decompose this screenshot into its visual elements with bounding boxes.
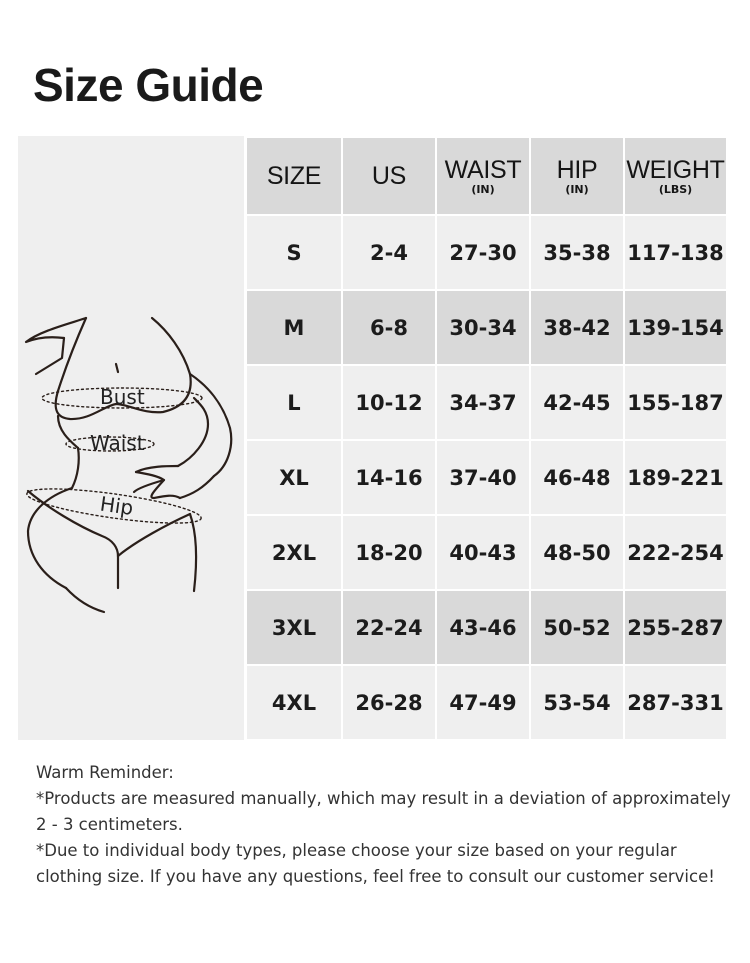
header-label: SIZE — [266, 162, 322, 190]
column-header-weight — [624, 137, 727, 215]
cell-hip: 53-54 — [530, 665, 624, 740]
notes-line-body-type: *Due to individual body types, please choose your size based on your regular clothing size. If you have any questions, feel free to consult our customer service! — [36, 841, 715, 886]
body-measurement-illustration — [18, 136, 244, 740]
header-label: WAIST — [444, 155, 522, 184]
table-row — [246, 215, 727, 290]
cell-weight: 139-154 — [624, 290, 727, 365]
cell-us: 26-28 — [342, 665, 436, 740]
column-header-hip — [530, 137, 624, 215]
cell-hip: 46-48 — [530, 440, 624, 515]
cell-size: 4XL — [246, 665, 342, 740]
cell-us: 22-24 — [342, 590, 436, 665]
cell-waist: 40-43 — [436, 515, 530, 590]
cell-waist: 43-46 — [436, 590, 530, 665]
cell-waist: 34-37 — [436, 365, 530, 440]
cell-us: 18-20 — [342, 515, 436, 590]
cell-weight: 222-254 — [624, 515, 727, 590]
page-title: Size Guide — [33, 59, 264, 111]
cell-waist: 37-40 — [436, 440, 530, 515]
table-row — [246, 515, 727, 590]
cell-size: M — [246, 290, 342, 365]
cell-weight: 117-138 — [624, 215, 727, 290]
notes-heading: Warm Reminder: — [36, 763, 174, 782]
cell-weight: 189-221 — [624, 440, 727, 515]
column-header-waist — [436, 137, 530, 215]
cell-hip: 38-42 — [530, 290, 624, 365]
cell-us: 2-4 — [342, 215, 436, 290]
table-row — [246, 665, 727, 740]
cell-size: L — [246, 365, 342, 440]
bust-label: Bust — [100, 385, 145, 409]
cell-hip: 42-45 — [530, 365, 624, 440]
column-header-size — [246, 137, 342, 215]
cell-size: S — [246, 215, 342, 290]
cell-size: XL — [246, 440, 342, 515]
header-label: HIP — [556, 155, 598, 184]
cell-size: 3XL — [246, 590, 342, 665]
cell-us: 14-16 — [342, 440, 436, 515]
waist-label: Waist — [90, 431, 145, 455]
header-unit: (IN) — [565, 182, 589, 196]
size-chart-table — [245, 136, 728, 741]
cell-weight: 287-331 — [624, 665, 727, 740]
table-row — [246, 590, 727, 665]
cell-hip: 35-38 — [530, 215, 624, 290]
notes-line-measurement: *Products are measured manually, which may result in a deviation of approximately 2 - 3 centimeters. — [36, 789, 731, 834]
hip-label: Hip — [98, 491, 135, 521]
cell-waist: 30-34 — [436, 290, 530, 365]
header-label: US — [371, 162, 407, 190]
header-label: WEIGHT — [626, 155, 725, 184]
cell-hip: 48-50 — [530, 515, 624, 590]
cell-us: 6-8 — [342, 290, 436, 365]
header-unit: (LBS) — [658, 182, 693, 196]
cell-size: 2XL — [246, 515, 342, 590]
table-row — [246, 365, 727, 440]
table-row — [246, 440, 727, 515]
cell-us: 10-12 — [342, 365, 436, 440]
header-unit: (IN) — [471, 182, 495, 196]
warm-reminder-notes — [36, 760, 736, 890]
cell-weight: 255-287 — [624, 590, 727, 665]
column-header-us — [342, 137, 436, 215]
table-header-row — [246, 137, 727, 215]
body-outline-icon — [18, 136, 244, 740]
cell-weight: 155-187 — [624, 365, 727, 440]
cell-waist: 47-49 — [436, 665, 530, 740]
table-row — [246, 290, 727, 365]
cell-waist: 27-30 — [436, 215, 530, 290]
cell-hip: 50-52 — [530, 590, 624, 665]
